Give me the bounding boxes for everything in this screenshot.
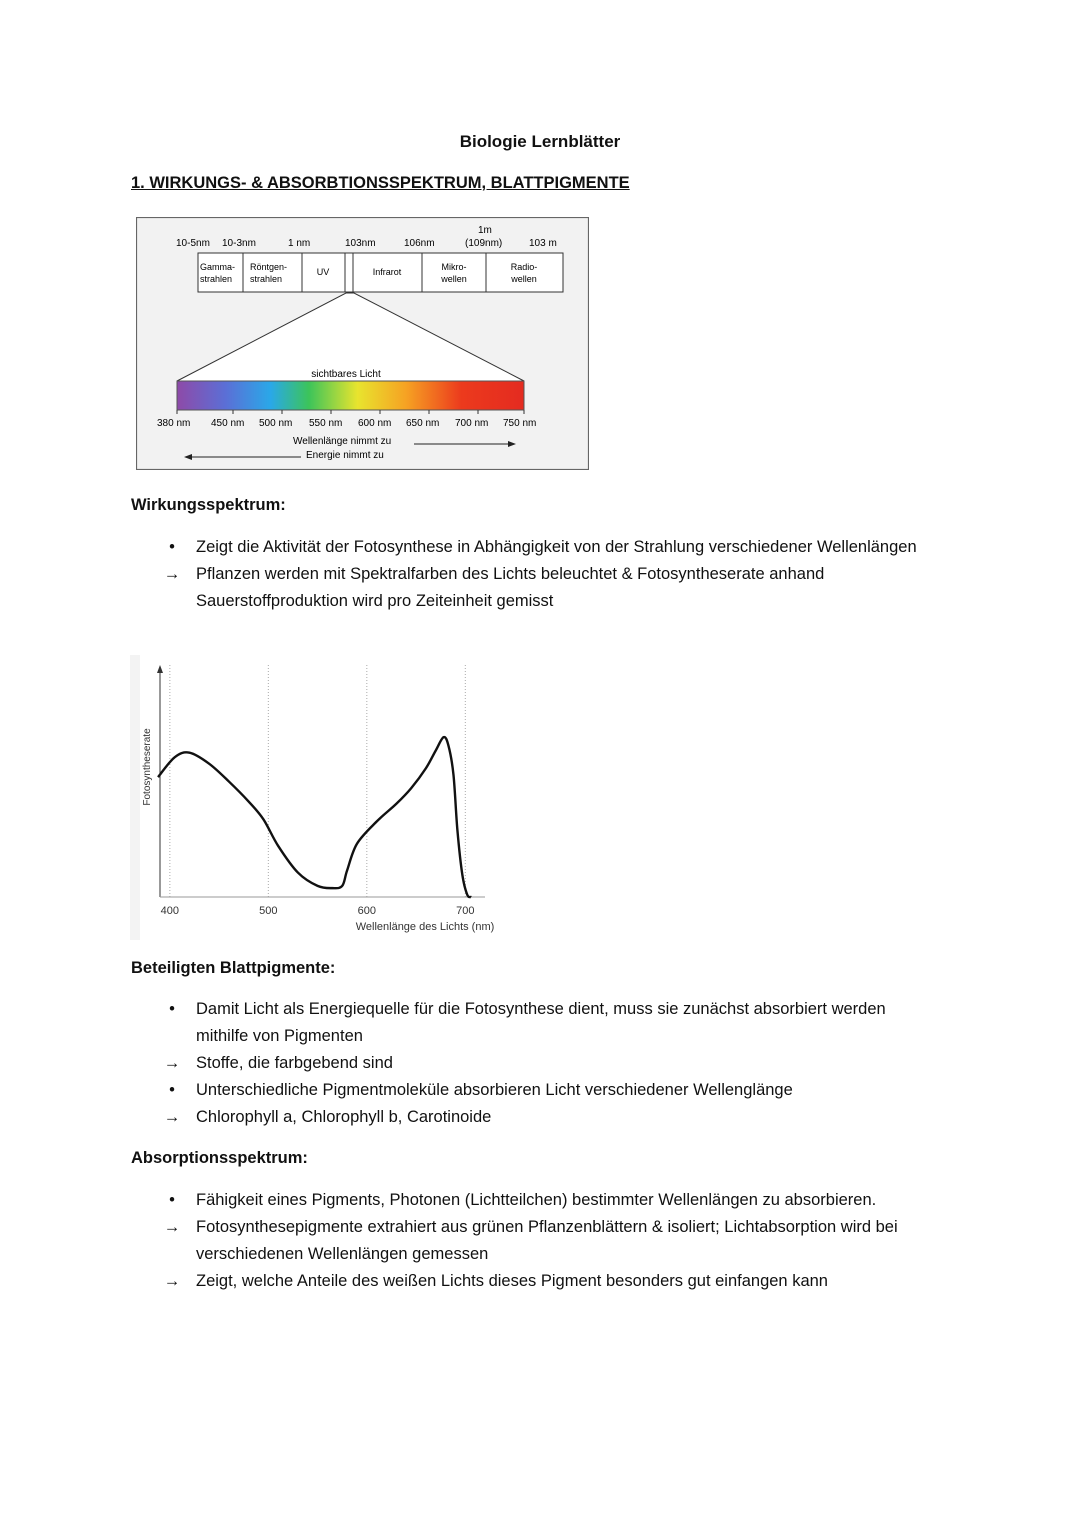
pigmente-list [160, 996, 940, 1131]
bullet-marker: • [169, 1081, 175, 1099]
list-item [160, 534, 940, 561]
pigmente-heading: Beteiligten Blattpigmente: [131, 959, 336, 977]
nm-tick: 380 nm [157, 418, 191, 429]
scale-label: 10-3nm [222, 238, 256, 249]
band-label: wellen [511, 274, 537, 284]
wirkung-list [160, 534, 940, 615]
list-item [160, 1268, 940, 1295]
band-label: Gamma- [200, 262, 236, 272]
band-label: strahlen [250, 274, 283, 284]
scale-label: 10-5nm [176, 238, 210, 249]
x-tick-label: 600 [357, 905, 376, 917]
scale-label: 1m [478, 225, 492, 236]
nm-tick: 750 nm [503, 418, 537, 429]
arrow-marker: → [163, 1054, 181, 1072]
action-spectrum-chart [130, 655, 510, 940]
band-label: Radio- [510, 262, 538, 272]
bullet-marker: • [169, 538, 175, 556]
bullet-marker: • [169, 1191, 175, 1209]
band-label: Röntgen- [250, 262, 288, 272]
band-label: strahlen [200, 274, 233, 284]
arrow-left-label: Energie nimmt zu [306, 450, 384, 461]
bullet-marker: • [169, 1000, 175, 1018]
list-item-text: Fotosynthesepigmente extrahiert aus grünen Pflanzenblättern & isoliert; Lichtabsorption wird bei verschiedenen Wellenlängen gemessen [196, 1218, 898, 1263]
absorption-list [160, 1187, 940, 1295]
section-heading: 1. WIRKUNGS- & ABSORBTIONSSPEKTRUM, BLATTPIGMENTE [131, 174, 630, 192]
scale-label: 103 m [529, 238, 557, 249]
visible-spectrum-bar [177, 381, 524, 410]
y-axis-label: Fotosyntheserate [142, 728, 153, 806]
scale-label: (109nm) [465, 238, 503, 249]
arrow-marker: → [163, 565, 181, 583]
list-item-text: Chlorophyll a, Chlorophyll b, Carotinoide [196, 1108, 492, 1126]
list-item-text: Fähigkeit eines Pigments, Photonen (Lichtteilchen) bestimmter Wellenlängen zu absorbieren. [196, 1191, 877, 1209]
list-item [160, 1187, 940, 1214]
nm-tick: 500 nm [259, 418, 293, 429]
x-axis-label: Wellenlänge des Lichts (nm) [355, 921, 495, 933]
band-label: Mikro- [441, 262, 467, 272]
band-label: UV [316, 267, 330, 277]
list-item [160, 561, 940, 615]
arrow-marker: → [163, 1272, 181, 1290]
list-item-text: Stoffe, die farbgebend sind [196, 1054, 393, 1072]
nm-tick: 450 nm [211, 418, 245, 429]
list-item-text: Zeigt, welche Anteile des weißen Lichts dieses Pigment besonders gut einfangen kann [196, 1272, 828, 1290]
scale-label: 1 nm [288, 238, 311, 249]
list-item-text: Pflanzen werden mit Spektralfarben des Lichts beleuchtet & Fotosyntheserate anhand Sauerstoffproduktion wird pro Zeiteinheit gemisst [196, 565, 825, 610]
x-tick-label: 400 [160, 905, 180, 917]
list-item-text: Unterschiedliche Pigmentmoleküle absorbieren Licht verschiedener Wellenglänge [196, 1081, 793, 1099]
nm-tick: 650 nm [406, 418, 440, 429]
nm-tick: 600 nm [358, 418, 392, 429]
wirkung-heading: Wirkungsspektrum: [131, 496, 286, 514]
arrow-right-label: Wellenlänge nimmt zu [293, 436, 392, 447]
visible-light-label: sichtbares Licht [311, 369, 381, 380]
list-item [160, 1077, 940, 1104]
list-item [160, 1214, 940, 1268]
scale-label: 103nm [345, 238, 376, 249]
band-label: wellen [441, 274, 467, 284]
list-item-text: Damit Licht als Energiequelle für die Fotosynthese dient, muss sie zunächst absorbiert werden mithilfe von Pigmenten [196, 1000, 886, 1045]
band-label: Infrarot [372, 267, 402, 277]
x-tick-label: 700 [456, 905, 475, 917]
absorption-heading: Absorptionsspektrum: [131, 1149, 308, 1167]
list-item [160, 1050, 940, 1077]
arrow-marker: → [163, 1218, 181, 1236]
nm-tick: 550 nm [309, 418, 343, 429]
list-item [160, 996, 940, 1050]
em-spectrum-figure [136, 217, 589, 470]
list-item [160, 1104, 940, 1131]
arrow-marker: → [163, 1108, 181, 1126]
page-title: Biologie Lernblätter [459, 132, 621, 151]
list-item-text: Zeigt die Aktivität der Fotosynthese in Abhängigkeit von der Strahlung verschiedener Wellenlängen [196, 538, 917, 556]
x-tick-label: 500 [259, 905, 278, 917]
scale-label: 106nm [404, 238, 435, 249]
nm-tick: 700 nm [455, 418, 489, 429]
